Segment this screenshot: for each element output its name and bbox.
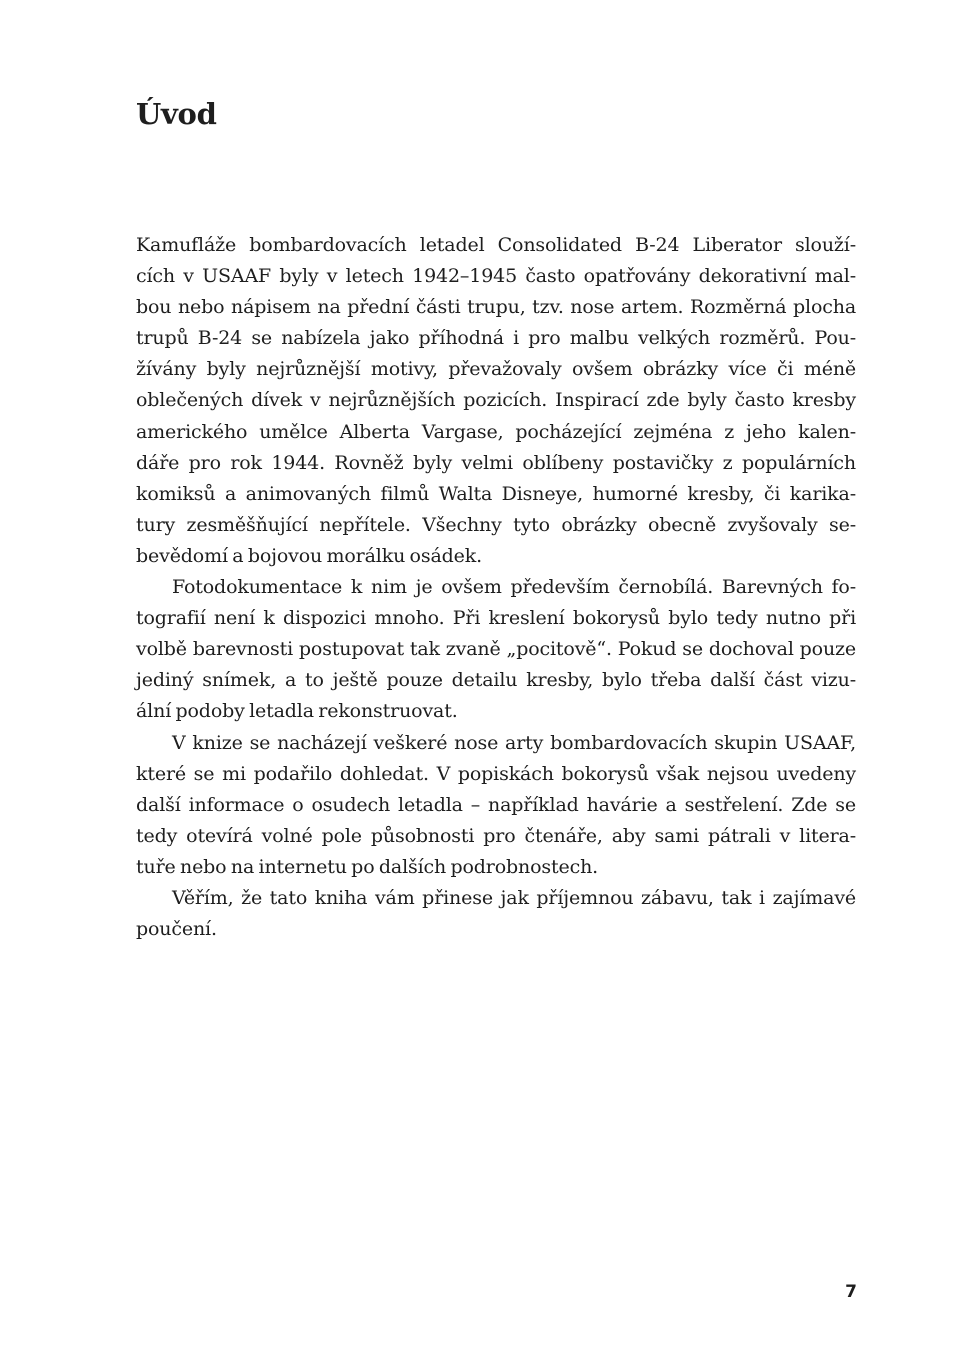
paragraph-2: [136, 572, 856, 727]
text-line: bevědomí a bojovou morálku osádek.: [136, 544, 482, 567]
text-line: oblečených dívek v nejrůznějších pozicích. Inspirací zde byly často kresby: [136, 389, 856, 412]
paragraph-3: [136, 728, 856, 883]
text-line: Fotodokumentace k nim je ovšem především černobílá. Barevných fo-: [172, 576, 856, 599]
text-line: cích v USAAF byly v letech 1942–1945 často opatřovány dekorativní mal-: [136, 265, 856, 288]
text-line: poučení.: [136, 918, 217, 941]
text-line: tury zesměšňující nepřítele. Všechny tyto obrázky obecně zvyšovaly se-: [136, 513, 856, 536]
body-text: [136, 230, 856, 945]
paragraph-4: [136, 883, 856, 945]
text-line: další informace o osudech letadla – například havárie a sestřelení. Zde se: [136, 793, 856, 816]
page-title: Úvod: [136, 97, 217, 131]
text-line: žívány byly nejrůznější motivy, převažovaly ovšem obrázky více či méně: [136, 358, 856, 381]
text-line: jediný snímek, a to ještě pouze detailu kresby, bylo třeba další část vizu-: [136, 669, 856, 692]
text-line: volbě barevnosti postupovat tak zvaně „pocitově“. Pokud se dochoval pouze: [136, 638, 856, 661]
text-line: tuře nebo na internetu po dalších podrobnostech.: [136, 855, 599, 878]
text-line: Věřím, že tato kniha vám přinese jak příjemnou zábavu, tak i zajímavé: [172, 886, 856, 909]
text-line: ální podoby letadla rekonstruovat.: [136, 700, 458, 723]
text-line: trupů B-24 se nabízela jako příhodná i pro malbu velkých rozměrů. Pou-: [136, 327, 856, 350]
text-line: dáře pro rok 1944. Rovněž byly velmi oblíbeny postavičky z populárních: [136, 451, 856, 474]
text-line: amerického umělce Alberta Vargase, pocházející zejména z jeho kalen-: [136, 420, 856, 443]
text-line: bou nebo nápisem na přední části trupu, tzv. nose artem. Rozměrná plocha: [136, 296, 856, 319]
text-line: které se mi podařilo dohledat. V popiskách bokorysů však nejsou uvedeny: [136, 762, 856, 785]
text-line: Kamufláže bombardovacích letadel Consolidated B-24 Liberator slouží-: [136, 234, 856, 256]
text-line: tografií není k dispozici mnoho. Při kreslení bokorysů bylo tedy nutno při: [136, 607, 856, 630]
text-line: V knize se nacházejí veškeré nose arty bombardovacích skupin USAAF,: [172, 731, 856, 754]
text-line: tedy otevírá volné pole působnosti pro čtenáře, aby sami pátrali v litera-: [136, 824, 856, 847]
paragraph-1: [136, 230, 856, 572]
page-number: 7: [845, 1282, 857, 1302]
text-line: komiksů a animovaných filmů Walta Disneye, humorné kresby, či karika-: [136, 482, 856, 505]
